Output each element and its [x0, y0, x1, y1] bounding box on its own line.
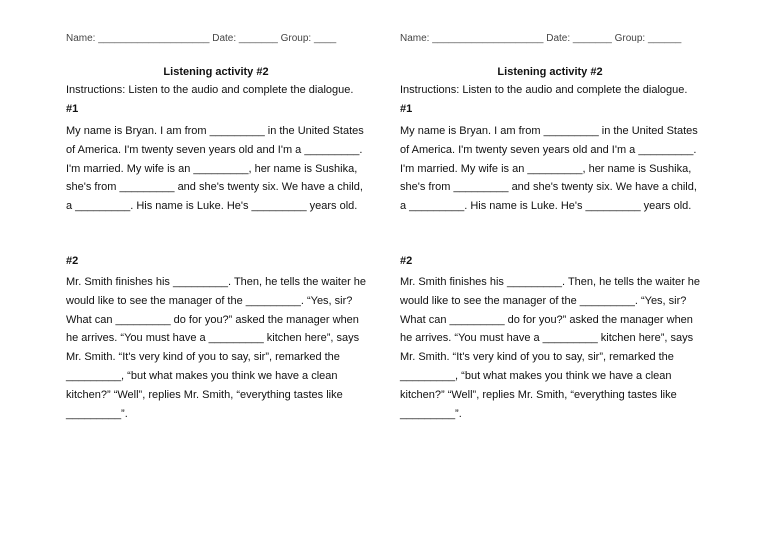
paragraph-line: a _________. His name is Luke. He's _________ years old. [66, 200, 358, 213]
paragraph-line: Mr. Smith. “It's very kind of you to say, sir”, remarked the [400, 351, 674, 364]
section-1-paragraph [66, 122, 364, 216]
paragraph-line: he arrives. “You must have a _________ kitchen here”, says [400, 332, 694, 345]
paragraph-line: of America. I'm twenty seven years old and I'm a _________. [400, 143, 697, 156]
paragraph-line: I'm married. My wife is an _________, her name is Sushika, [66, 162, 358, 175]
paragraph-line: of America. I'm twenty seven years old and I'm a _________. [66, 143, 363, 156]
section-1-paragraph [400, 122, 698, 216]
paragraph-line: kitchen?” “Well”, replies Mr. Smith, “everything tastes like [66, 388, 343, 401]
instructions-text: Instructions: Listen to the audio and complete the dialogue. [66, 84, 354, 96]
section-2-paragraph [400, 273, 700, 423]
paragraph-line: My name is Bryan. I am from _________ in the United States [400, 125, 698, 137]
section-2-paragraph [66, 273, 366, 423]
paragraph-line: she's from _________ and she's twenty six. We have a child, [400, 181, 697, 194]
instructions-text: Instructions: Listen to the audio and complete the dialogue. [400, 84, 688, 96]
section-1-number: #1 [400, 103, 413, 115]
paragraph-line: kitchen?” “Well”, replies Mr. Smith, “everything tastes like [400, 388, 677, 401]
paragraph-line: What can _________ do for you?” asked the manager when [66, 313, 359, 326]
paragraph-line: Mr. Smith finishes his _________. Then, he tells the waiter he [400, 276, 701, 288]
paragraph-line: _________, “but what makes you think we have a clean [66, 369, 338, 382]
paragraph-line: My name is Bryan. I am from _________ in the United States [66, 125, 364, 137]
paragraph-line: would like to see the manager of the _________. “Yes, sir? [66, 294, 353, 307]
paragraph-line: she's from _________ and she's twenty six. We have a child, [66, 181, 363, 194]
activity-title: Listening activity #2 [497, 66, 603, 78]
section-1-number: #1 [66, 103, 79, 115]
paragraph-line: Mr. Smith. “It's very kind of you to say, sir”, remarked the [66, 351, 340, 364]
paragraph-line: Mr. Smith finishes his _________. Then, he tells the waiter he [66, 276, 367, 288]
student-info-header: Name: ____________________ Date: _______ Group: ____ [66, 33, 337, 44]
paragraph-line: What can _________ do for you?” asked the manager when [400, 313, 693, 326]
paragraph-line: would like to see the manager of the _________. “Yes, sir? [400, 294, 687, 307]
activity-title: Listening activity #2 [163, 66, 269, 78]
paragraph-line: he arrives. “You must have a _________ kitchen here”, says [66, 332, 360, 345]
paragraph-line: _________”. [66, 407, 128, 420]
paragraph-line: _________”. [400, 407, 462, 420]
paragraph-line: a _________. His name is Luke. He's _________ years old. [400, 200, 692, 213]
paragraph-line: I'm married. My wife is an _________, her name is Sushika, [400, 162, 692, 175]
student-info-header: Name: ____________________ Date: _______ Group: ______ [400, 33, 682, 44]
section-2-number: #2 [400, 255, 413, 267]
paragraph-line: _________, “but what makes you think we have a clean [400, 369, 672, 382]
section-2-number: #2 [66, 255, 79, 267]
